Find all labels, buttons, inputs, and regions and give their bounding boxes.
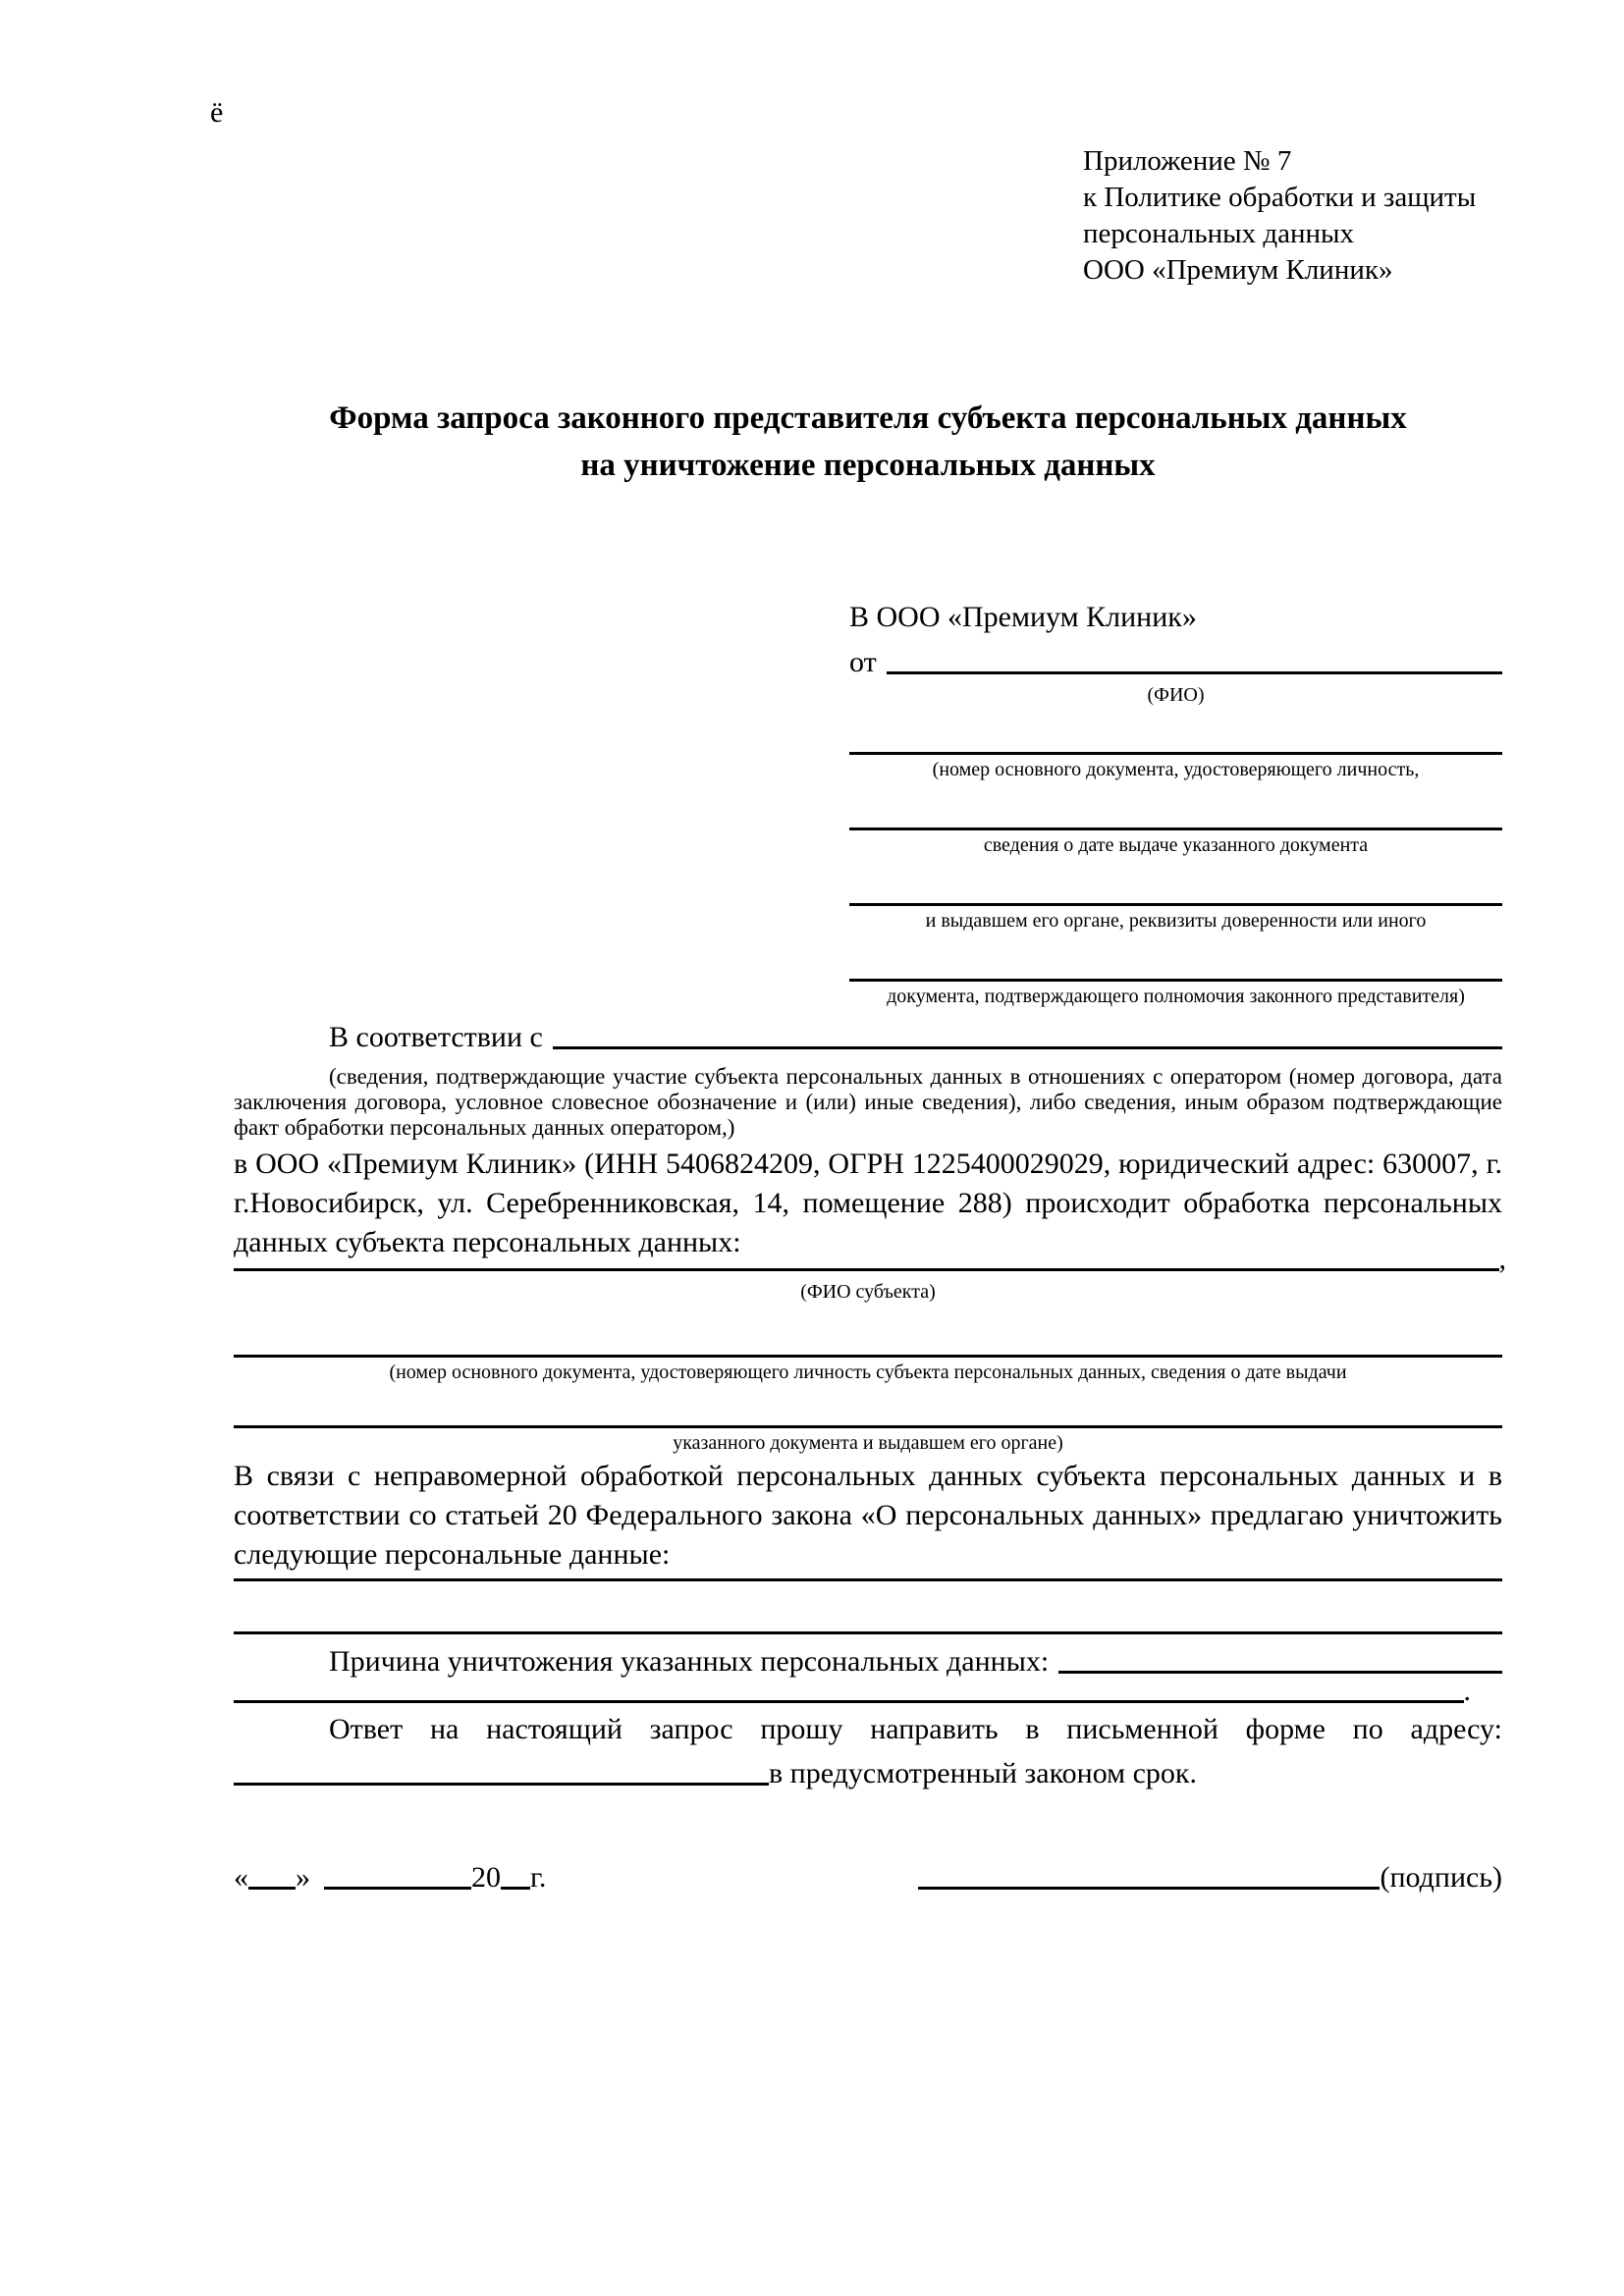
appendix-line-3: персональных данных (1083, 218, 1355, 249)
signature-caption: (подпись) (1380, 1861, 1502, 1894)
year-suffix: г. (530, 1861, 547, 1894)
date-open-quote: « (234, 1861, 248, 1894)
subject-doc-blank-line-2 (234, 1425, 1502, 1428)
from-label: от (849, 646, 877, 678)
response-suffix: в предусмотренный законом срок. (769, 1757, 1197, 1789)
response-line-1: Ответ на настоящий запрос прошу направить в письменной форме по адресу: (329, 1713, 1502, 1745)
subject-fio-comma: , (1498, 1243, 1506, 1275)
representative-doc-blank-line-3 (849, 903, 1502, 906)
subject-doc-blank-line-1 (234, 1355, 1502, 1358)
accordance-note: (сведения, подтверждающие участие субъекта персональных данных в отношениях с оператором (номер договора, дата заключения договора, условное словесное обозначение и (или) иные сведения), либо сведения, иным образом подтверждающие факт обработки персональных данных оператором,) (234, 1064, 1502, 1140)
representative-doc-caption-1: (номер основного документа, удостоверяющего личность, (932, 759, 1420, 780)
accordance-label: В соответствии с (329, 1021, 543, 1053)
subject-doc-caption-1: (номер основного документа, удостоверяющего личность субъекта персональных данных, сведения о дате выдачи (389, 1362, 1347, 1383)
response-line-2 (234, 1751, 1502, 1790)
document-title (234, 395, 1502, 489)
accordance-row (234, 1011, 1502, 1054)
reason-label: Причина уничтожения указанных персональных данных: (329, 1645, 1050, 1678)
day-blank-line (248, 1887, 296, 1890)
data-blank-line-1 (234, 1578, 1502, 1581)
representative-doc-caption-3: и выдавшем его органе, реквизиты доверенности или иного (925, 910, 1427, 932)
representative-fio-blank-line (887, 671, 1502, 674)
from-row (849, 638, 1502, 679)
appendix-line-1: Приложение № 7 (1083, 145, 1292, 177)
address-blank-line (234, 1783, 769, 1786)
representative-doc-caption-4: документа, подтверждающего полномочия законного представителя) (887, 986, 1465, 1007)
title-line-2: на уничтожение персональных данных (580, 448, 1156, 483)
appendix-block (1083, 143, 1535, 289)
month-blank-line (324, 1887, 471, 1890)
accordance-blank-line (553, 1046, 1502, 1049)
appendix-line-4: ООО «Премиум Клиник» (1083, 254, 1393, 286)
representative-doc-caption-2: сведения о дате выдаче указанного документа (983, 834, 1369, 856)
subject-fio-row (234, 1237, 1506, 1276)
year-blank-line (501, 1887, 530, 1890)
title-line-1: Форма запроса законного представителя субъекта персональных данных (329, 400, 1407, 436)
addressee-to: В ООО «Премиум Клиник» (849, 601, 1197, 633)
date-close-quote: » (296, 1861, 310, 1894)
request-paragraph: В связи с неправомерной обработкой персональных данных субъекта персональных данных и в соответствии со статьей 20 Федерального закона «О персональных данных» предлагаю уничтожить следующие персональные данные: (234, 1460, 1502, 1571)
operator-paragraph: в ООО «Премиум Клиник» (ИНН 5406824209, ОГРН 1225400029029, юридический адрес: 630007, г. г.Новосибирск, ул. Серебренниковская, 14, помещение 288) происходит обработка персональных данных субъекта персональных данных: (234, 1148, 1502, 1258)
subject-doc-caption-2: указанного документа и выдавшем его органе) (673, 1432, 1063, 1454)
year-prefix: 20 (471, 1861, 501, 1894)
representative-doc-blank-line-1 (849, 752, 1502, 755)
date-group (234, 1861, 546, 1895)
representative-doc-blank-line-2 (849, 828, 1502, 830)
representative-doc-blank-line-4 (849, 979, 1502, 982)
footer-row (234, 1851, 1502, 1895)
stray-char: ё (210, 96, 224, 129)
data-blank-line-2 (234, 1631, 1502, 1634)
reason-blank-line-2 (234, 1700, 1464, 1703)
signature-blank-line (918, 1887, 1380, 1890)
appendix-line-2: к Политике обработки и защиты (1083, 182, 1477, 213)
subject-fio-blank-line (234, 1268, 1499, 1271)
subject-fio-caption: (ФИО субъекта) (800, 1281, 936, 1303)
fio-caption: (ФИО) (1147, 684, 1205, 706)
reason-end-row (234, 1669, 1471, 1708)
reason-period: . (1463, 1675, 1471, 1707)
